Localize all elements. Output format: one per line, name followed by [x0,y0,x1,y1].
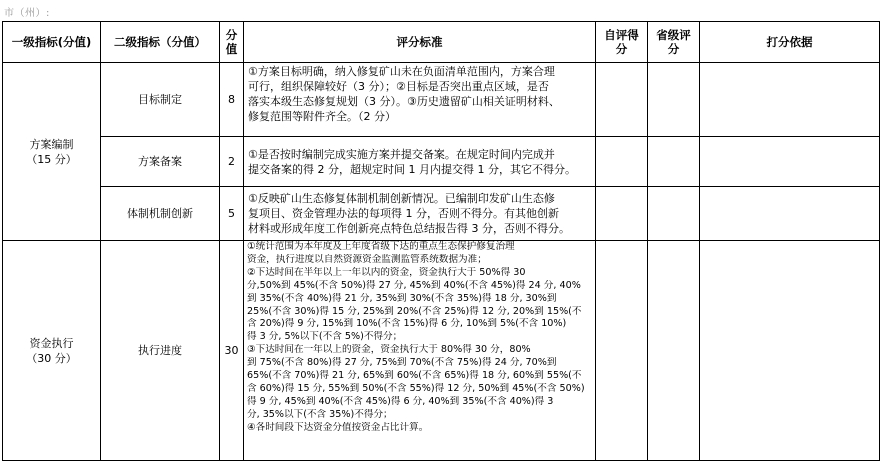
province-score-cell[interactable] [648,137,700,187]
criteria-line: 可行，组织保障较好（3 分）；②目标是否突出重点区域，是否 [248,80,549,93]
criteria-line: 分,50%到 45%(不含 50%)得 27 分, 45%到 40%(不含 45%)得 24 分, 40% [247,279,581,291]
level1-cell [3,63,101,241]
criteria-line: 分, 35%以下(不含 35%)不得分； [247,408,393,420]
header-province-score: 省级评分 [648,22,700,63]
table-row [3,137,880,187]
level1-cell [3,241,101,461]
criteria-line: ②下达时间在半年以上一年以内的资金，资金执行大于 50%得 30 [247,266,526,278]
province-score-cell[interactable] [648,63,700,137]
header-level1: 一级指标(分值) [3,22,101,63]
criteria-line: ③下达时间在一年以上的资金，资金执行大于 80%得 30 分，80% [247,344,531,356]
province-score-cell[interactable] [648,241,700,461]
table-row [3,187,880,241]
criteria-line: 到 35%(不含 40%)得 21 分, 35%到 30%(不含 35%)得 18 分, 30%到 [247,292,557,304]
level1-name: 资金执行 [29,336,74,350]
basis-cell[interactable] [700,187,880,241]
criteria-line: 提交备案的得 2 分，超规定时间 1 月内提交得 1 分，其它不得分。 [248,162,576,176]
header-row [3,22,880,63]
evaluation-table [2,21,880,461]
criteria-line: ④各时间段下达资金分值按资金占比计算。 [247,421,429,433]
criteria-line: ①方案目标明确，纳入修复矿山未在负面清单范围内，方案合理 [248,65,555,78]
level1-name: 方案编制 [29,137,74,151]
level1-points: （15 分） [26,152,77,166]
criteria-line: 修复范围等附件齐全。（2 分） [248,110,396,123]
criteria-line: 落实本级生态修复规划（3 分）。③历史遗留矿山相关证明材料、 [248,95,560,108]
level2-cell: 执行进度 [101,241,220,461]
criteria-cell [244,63,596,137]
level2-cell: 目标制定 [101,63,220,137]
level1-points: （30 分） [26,351,77,365]
header-criteria: 评分标准 [244,22,596,63]
self-score-cell[interactable] [596,137,648,187]
basis-cell[interactable] [700,63,880,137]
self-score-cell[interactable] [596,63,648,137]
self-score-cell[interactable] [596,241,648,461]
criteria-line: 含 60%)得 15 分, 55%到 50%(不含 55%)得 12 分, 50%到 45%(不含 50%) [247,382,585,394]
criteria-line: ①是否按时编制完成实施方案并提交备案。在规定时间内完成并 [248,147,555,161]
criteria-line: 资金，执行进度以自然资源资金监测监管系统数据为准； [247,253,487,265]
header-level2: 二级指标（分值） [101,22,220,63]
header-self-score: 自评得分 [596,22,648,63]
header-score: 分值 [220,22,244,63]
criteria-cell [244,137,596,187]
criteria-line: ①反映矿山生态修复体制机制创新情况。已编制印发矿山生态修 [248,192,555,205]
level2-cell: 方案备案 [101,137,220,187]
province-score-cell[interactable] [648,187,700,241]
criteria-line: 得 9 分, 45%到 40%(不含 45%)得 6 分, 40%到 35%(不含 40%)得 3 [247,395,554,407]
self-score-cell[interactable] [596,187,648,241]
score-cell: 30 [220,241,244,461]
city-caption: 市（州）: [4,8,50,19]
criteria-line: 65%(不含 70%)得 21 分, 65%到 60%(不含 65%)得 18 分, 60%到 55%(不 [247,370,582,382]
criteria-line: ①统计范围为本年度及上年度省级下达的重点生态保护修复治理 [247,241,515,252]
basis-cell[interactable] [700,137,880,187]
score-cell: 8 [220,63,244,137]
score-cell: 5 [220,187,244,241]
level2-cell: 体制机制创新 [101,187,220,241]
header-basis: 打分依据 [700,22,880,63]
table-row [3,63,880,137]
criteria-line: 材料或形成年度工作创新亮点特色总结报告得 3 分，否则不得分。 [248,222,570,235]
criteria-cell [244,241,596,461]
criteria-line: 复项目、资金管理办法的每项得 1 分，否则不得分。有其他创新 [248,207,559,220]
criteria-cell [244,187,596,241]
criteria-line: 25%(不含 30%)得 15 分, 25%到 20%(不含 25%)得 12 分, 20%到 15%(不 [247,305,582,317]
basis-cell[interactable] [700,241,880,461]
score-cell: 2 [220,137,244,187]
criteria-line: 到 75%(不含 80%)得 27 分, 75%到 70%(不含 75%)得 24 分, 70%到 [247,357,557,369]
criteria-line: 含 20%)得 9 分, 15%到 10%(不含 15%)得 6 分, 10%到 5%(不含 10%) [247,318,567,330]
criteria-line: 得 3 分, 5%以下(不含 5%)不得分； [247,331,403,343]
table-row [3,241,880,461]
